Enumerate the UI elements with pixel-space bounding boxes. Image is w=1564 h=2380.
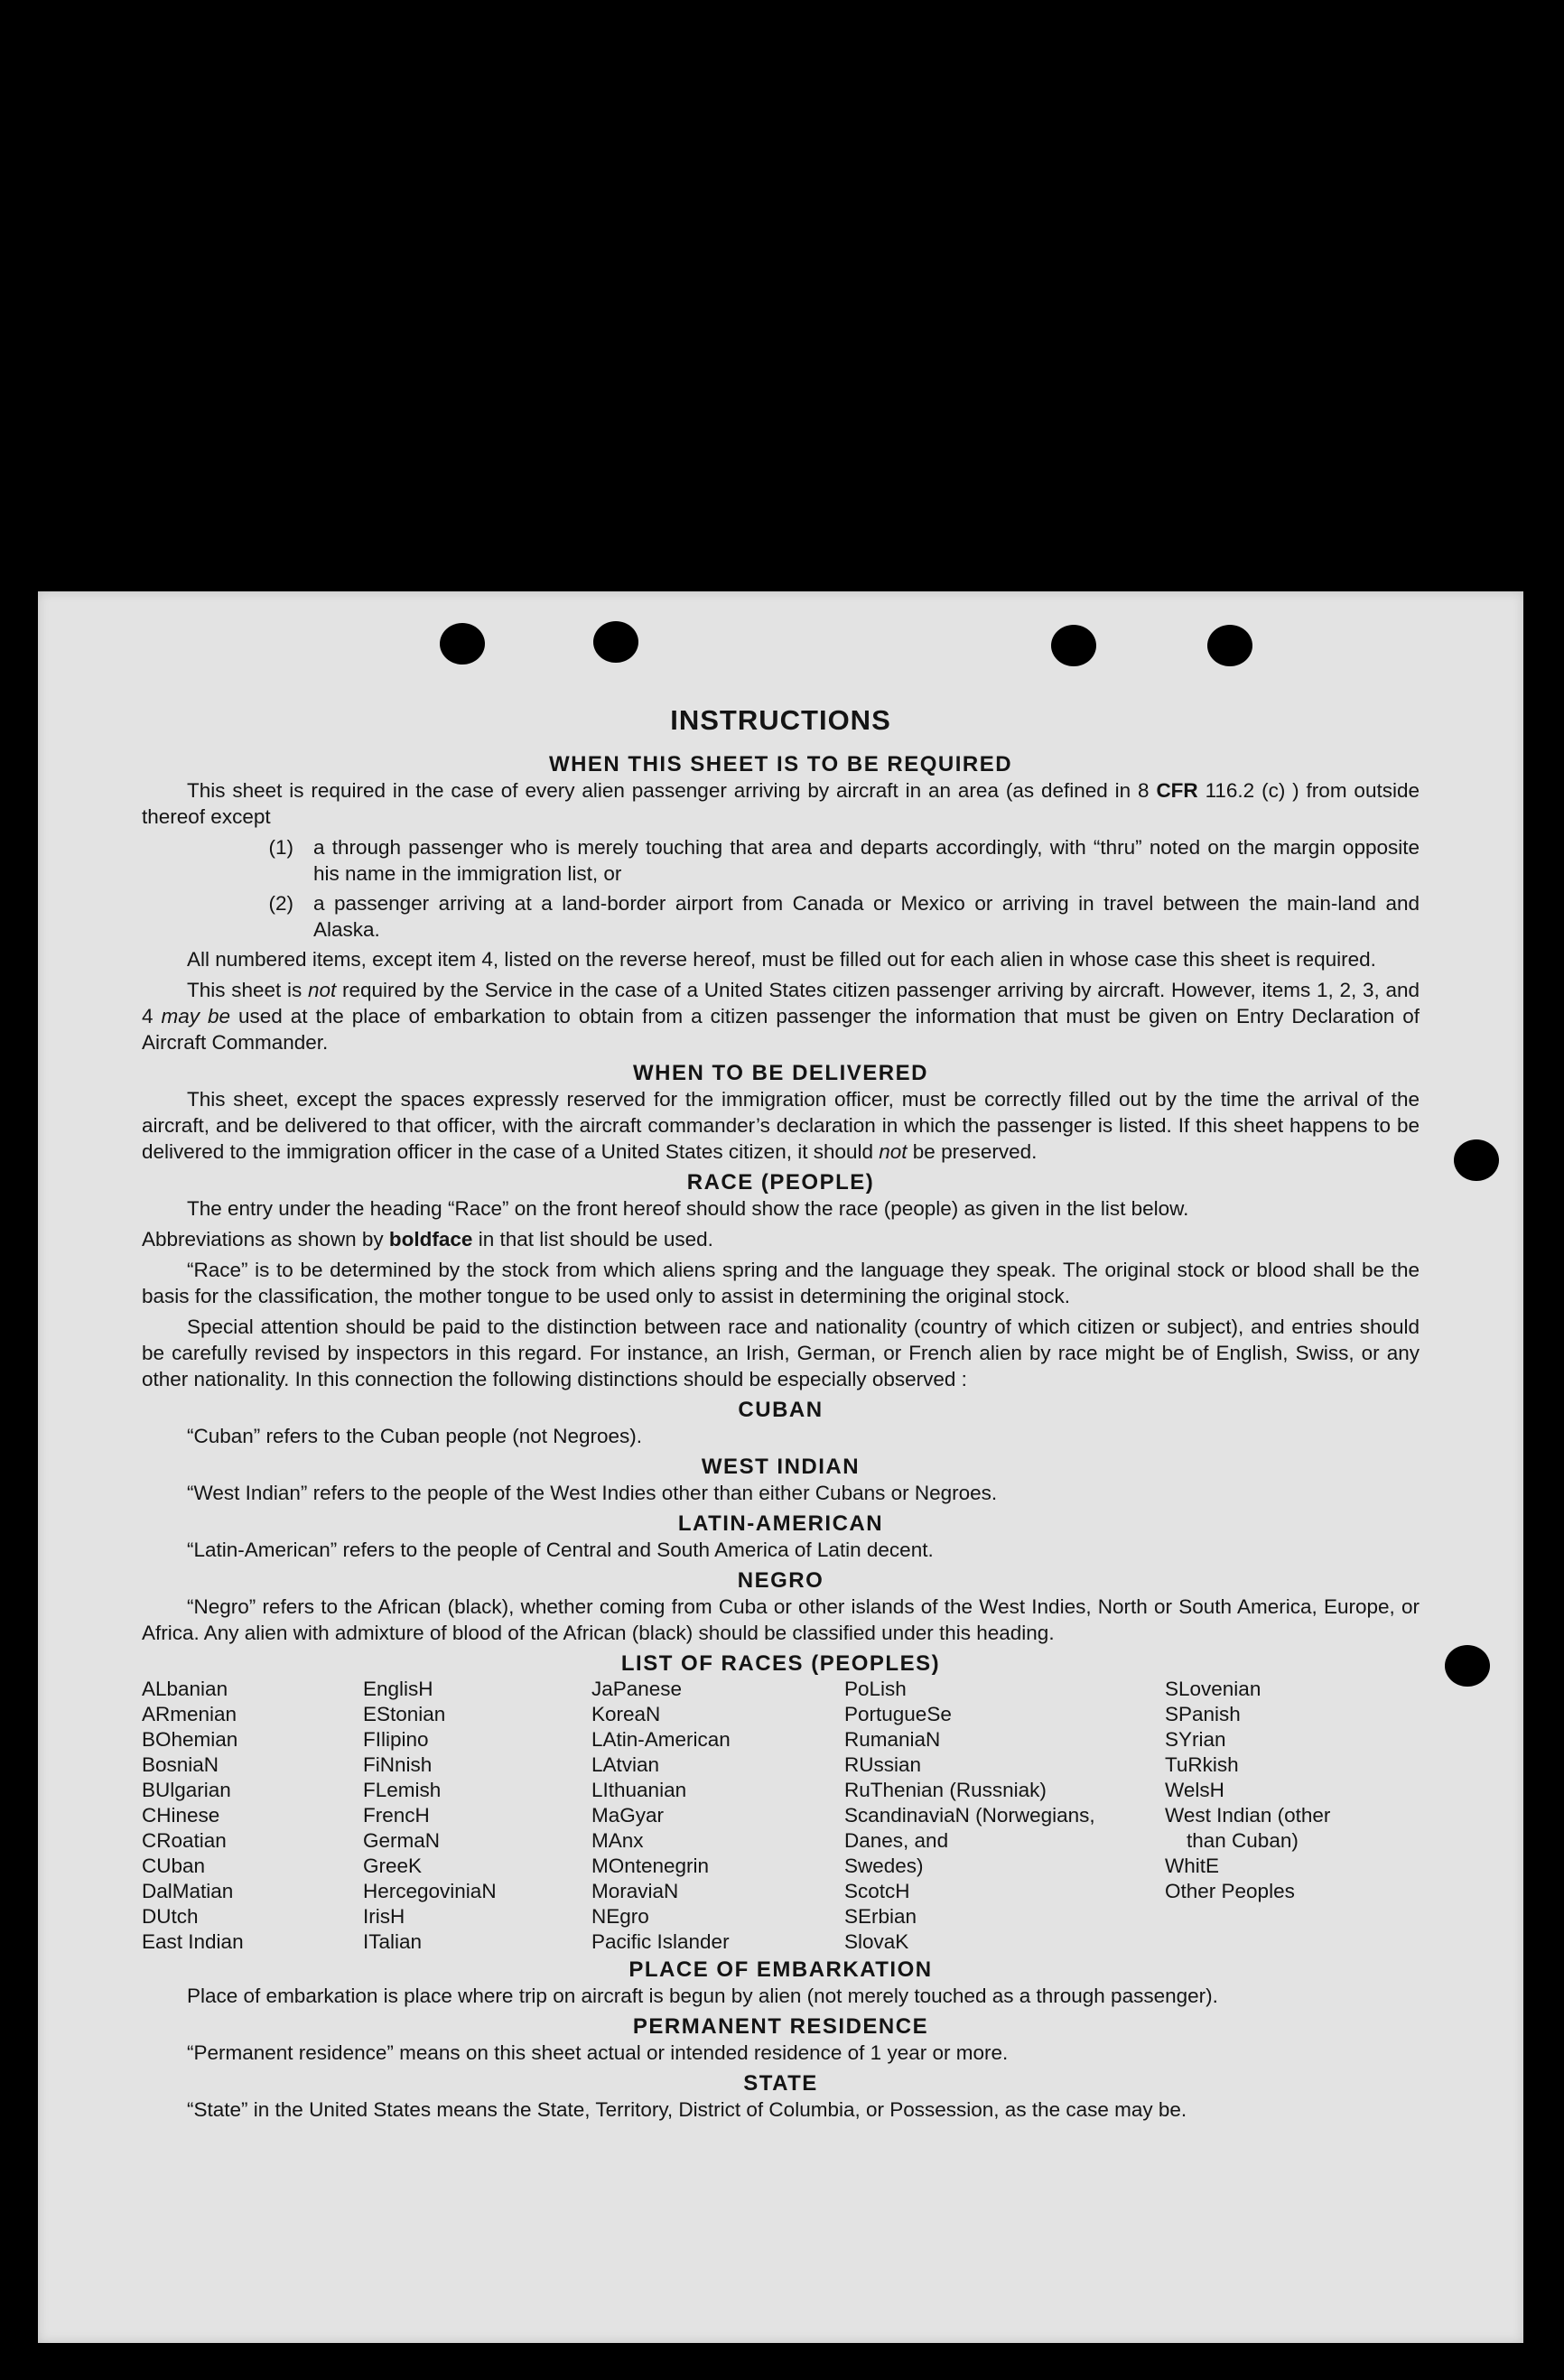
race-paragraph-1: The entry under the heading “Race” on the front hereof should show the race (people) as given in the list below. [187,1197,1189,1220]
section-heading-race: RACE (PEOPLE) [686,1170,875,1195]
race-item: SYrian [1165,1728,1226,1751]
section-heading-embarkation: PLACE OF EMBARKATION [628,1957,933,1982]
race-item: PoLish [844,1678,907,1700]
race-item: MaGyar [591,1804,665,1827]
race-item: BOhemian [142,1728,238,1751]
race-item: Swedes) [844,1855,924,1877]
race-item: MAnx [591,1829,644,1852]
section-heading-cuban: CUBAN [738,1398,824,1422]
race-item: EnglisH [363,1678,433,1700]
race-item: ARmenian [142,1703,237,1725]
instruction-sheet [38,591,1523,2343]
races-column [591,1677,844,1955]
section-heading-required: WHEN THIS SHEET IS TO BE REQUIRED [548,752,1013,776]
negro-definition: “Negro” refers to the African (black), whether coming from Cuba or other islands of the West Indies, North or South America, Europe, or Africa. Any alien with admixture of blood of the African (black) should be classified under this heading. [142,1595,1420,1644]
race-item: KoreaN [591,1703,661,1725]
race-item: CUban [142,1855,206,1877]
required-paragraph-2: All numbered items, except item 4, listed on the reverse hereof, must be filled out for each alien in whose case this sheet is required. [187,948,1376,971]
race-item: IrisH [363,1905,405,1928]
race-item: FiNnish [363,1753,433,1776]
race-item: West Indian (other [1165,1804,1331,1827]
races-column [844,1677,1165,1955]
race-paragraph-1b: Abbreviations as shown by boldface in that list should be used. [142,1228,713,1250]
section-heading-negro: NEGRO [737,1568,824,1593]
race-item: WelsH [1165,1779,1224,1801]
race-item: ScandinaviaN (Norwegians, [844,1804,1095,1827]
latin-american-definition: “Latin-American” refers to the people of Central and South America of Latin decent. [187,1539,934,1561]
state-definition: “State” in the United States means the State, Territory, District of Columbia, or Possession, as the case may be. [187,2098,1187,2121]
race-item: CRoatian [142,1829,227,1852]
race-item: FrencH [363,1804,430,1827]
list-of-races [142,1677,1420,1955]
section-heading-latin-american: LATIN-AMERICAN [677,1511,884,1536]
race-item: than Cuban) [1187,1829,1299,1852]
race-item: DUtch [142,1905,199,1928]
section-heading-list-of-races: LIST OF RACES (PEOPLES) [620,1651,941,1676]
race-item: LIthuanian [591,1779,687,1801]
race-item: SPanish [1165,1703,1241,1725]
race-item: WhitE [1165,1855,1220,1877]
race-item: MoraviaN [591,1880,679,1902]
race-item: FIlipino [363,1728,429,1751]
race-item: SErbian [844,1905,917,1928]
section-heading-residence: PERMANENT RESIDENCE [632,2014,929,2039]
race-item: LAtvian [591,1753,660,1776]
cuban-definition: “Cuban” refers to the Cuban people (not Negroes). [187,1425,643,1447]
race-item: CHinese [142,1804,220,1827]
race-item: Danes, and [844,1829,949,1852]
section-heading-west-indian: WEST INDIAN [701,1455,861,1479]
race-item: NEgro [591,1905,649,1928]
page-title: INSTRUCTIONS [670,704,891,736]
race-item: SlovaK [844,1930,909,1953]
race-item: TuRkish [1165,1753,1239,1776]
race-item: PortugueSe [844,1703,952,1725]
race-item: LAtin-American [591,1728,731,1751]
race-item: FLemish [363,1779,442,1801]
exception-item: (2) a passenger arriving at a land-border airport from Canada or Mexico or arriving in travel between the main-land and Alaska. [268,892,1420,941]
instructions-content [142,704,1420,2127]
race-item: ScotcH [844,1880,910,1902]
punch-hole [1051,625,1096,666]
race-item: East Indian [142,1930,244,1953]
race-item: BosniaN [142,1753,219,1776]
exception-item: (1) a through passenger who is merely touching that area and departs accordingly, with “thru” noted on the margin opposite his name in the immigration list, or [268,836,1420,885]
delivered-paragraph: This sheet, except the spaces expressly reserved for the immigration officer, must be correctly filled out by the time the arrival of the aircraft, and be delivered to that officer, with the aircraft commander’s declaration in which the passenger is listed. If this sheet happens to be delivered to the immigration officer in the case of a United States citizen, it should not be preserved. [142,1088,1420,1163]
west-indian-definition: “West Indian” refers to the people of the West Indies other than either Cubans or Negroes. [187,1482,998,1504]
race-item: GermaN [363,1829,441,1852]
required-paragraph-3: This sheet is not required by the Service in the case of a United States citizen passenger arriving by aircraft. However, items 1, 2, 3, and 4 may be used at the place of embarkation to obtain from a citizen passenger the information that must be given on Entry Declaration of Aircraft Commander. [142,979,1420,1054]
punch-hole [440,623,485,665]
race-item: RUssian [844,1753,922,1776]
race-paragraph-2: “Race” is to be determined by the stock from which aliens spring and the language they speak. The original stock or blood shall be the basis for the classification, the mother tongue to be used only to assist in determining the original stock. [142,1259,1420,1307]
race-item: RuThenian (Russniak) [844,1779,1047,1801]
race-item: ALbanian [142,1678,228,1700]
race-item: DalMatian [142,1880,234,1902]
race-item: ITalian [363,1930,423,1953]
punch-hole [1454,1139,1499,1181]
punch-hole [593,621,638,663]
section-heading-delivered: WHEN TO BE DELIVERED [633,1061,928,1085]
race-item: RumaniaN [844,1728,941,1751]
race-item: SLovenian [1165,1678,1261,1700]
race-item: GreeK [363,1855,423,1877]
punch-hole [1445,1645,1490,1687]
punch-hole [1207,625,1252,666]
race-paragraph-3: Special attention should be paid to the distinction between race and nationality (country of which citizen or subject), and entries should be carefully revised by inspectors in this regard. For instance, an Irish, German, or French alien by race might be of English, Swiss, or any other nationality. In this connection the following distinctions should be especially observed : [142,1316,1420,1390]
race-item: Pacific Islander [591,1930,730,1953]
races-column [1165,1677,1330,1955]
required-paragraph-1: This sheet is required in the case of every alien passenger arriving by aircraft in an area (as defined in 8 CFR 116.2 (c) ) from outside thereof except [142,779,1420,828]
residence-definition: “Permanent residence” means on this sheet actual or intended residence of 1 year or more. [187,2041,1009,2064]
embarkation-definition: Place of embarkation is place where trip on aircraft is begun by alien (not merely touched as a through passenger). [187,1985,1218,2007]
race-item: JaPanese [591,1678,683,1700]
race-item: EStonian [363,1703,446,1725]
race-item: Other Peoples [1165,1880,1295,1902]
race-item: HercegoviniaN [363,1880,497,1902]
race-item: MOntenegrin [591,1855,710,1877]
section-heading-state: STATE [743,2071,818,2096]
races-column [363,1677,591,1955]
race-item: BUlgarian [142,1779,231,1801]
races-column [142,1677,363,1955]
